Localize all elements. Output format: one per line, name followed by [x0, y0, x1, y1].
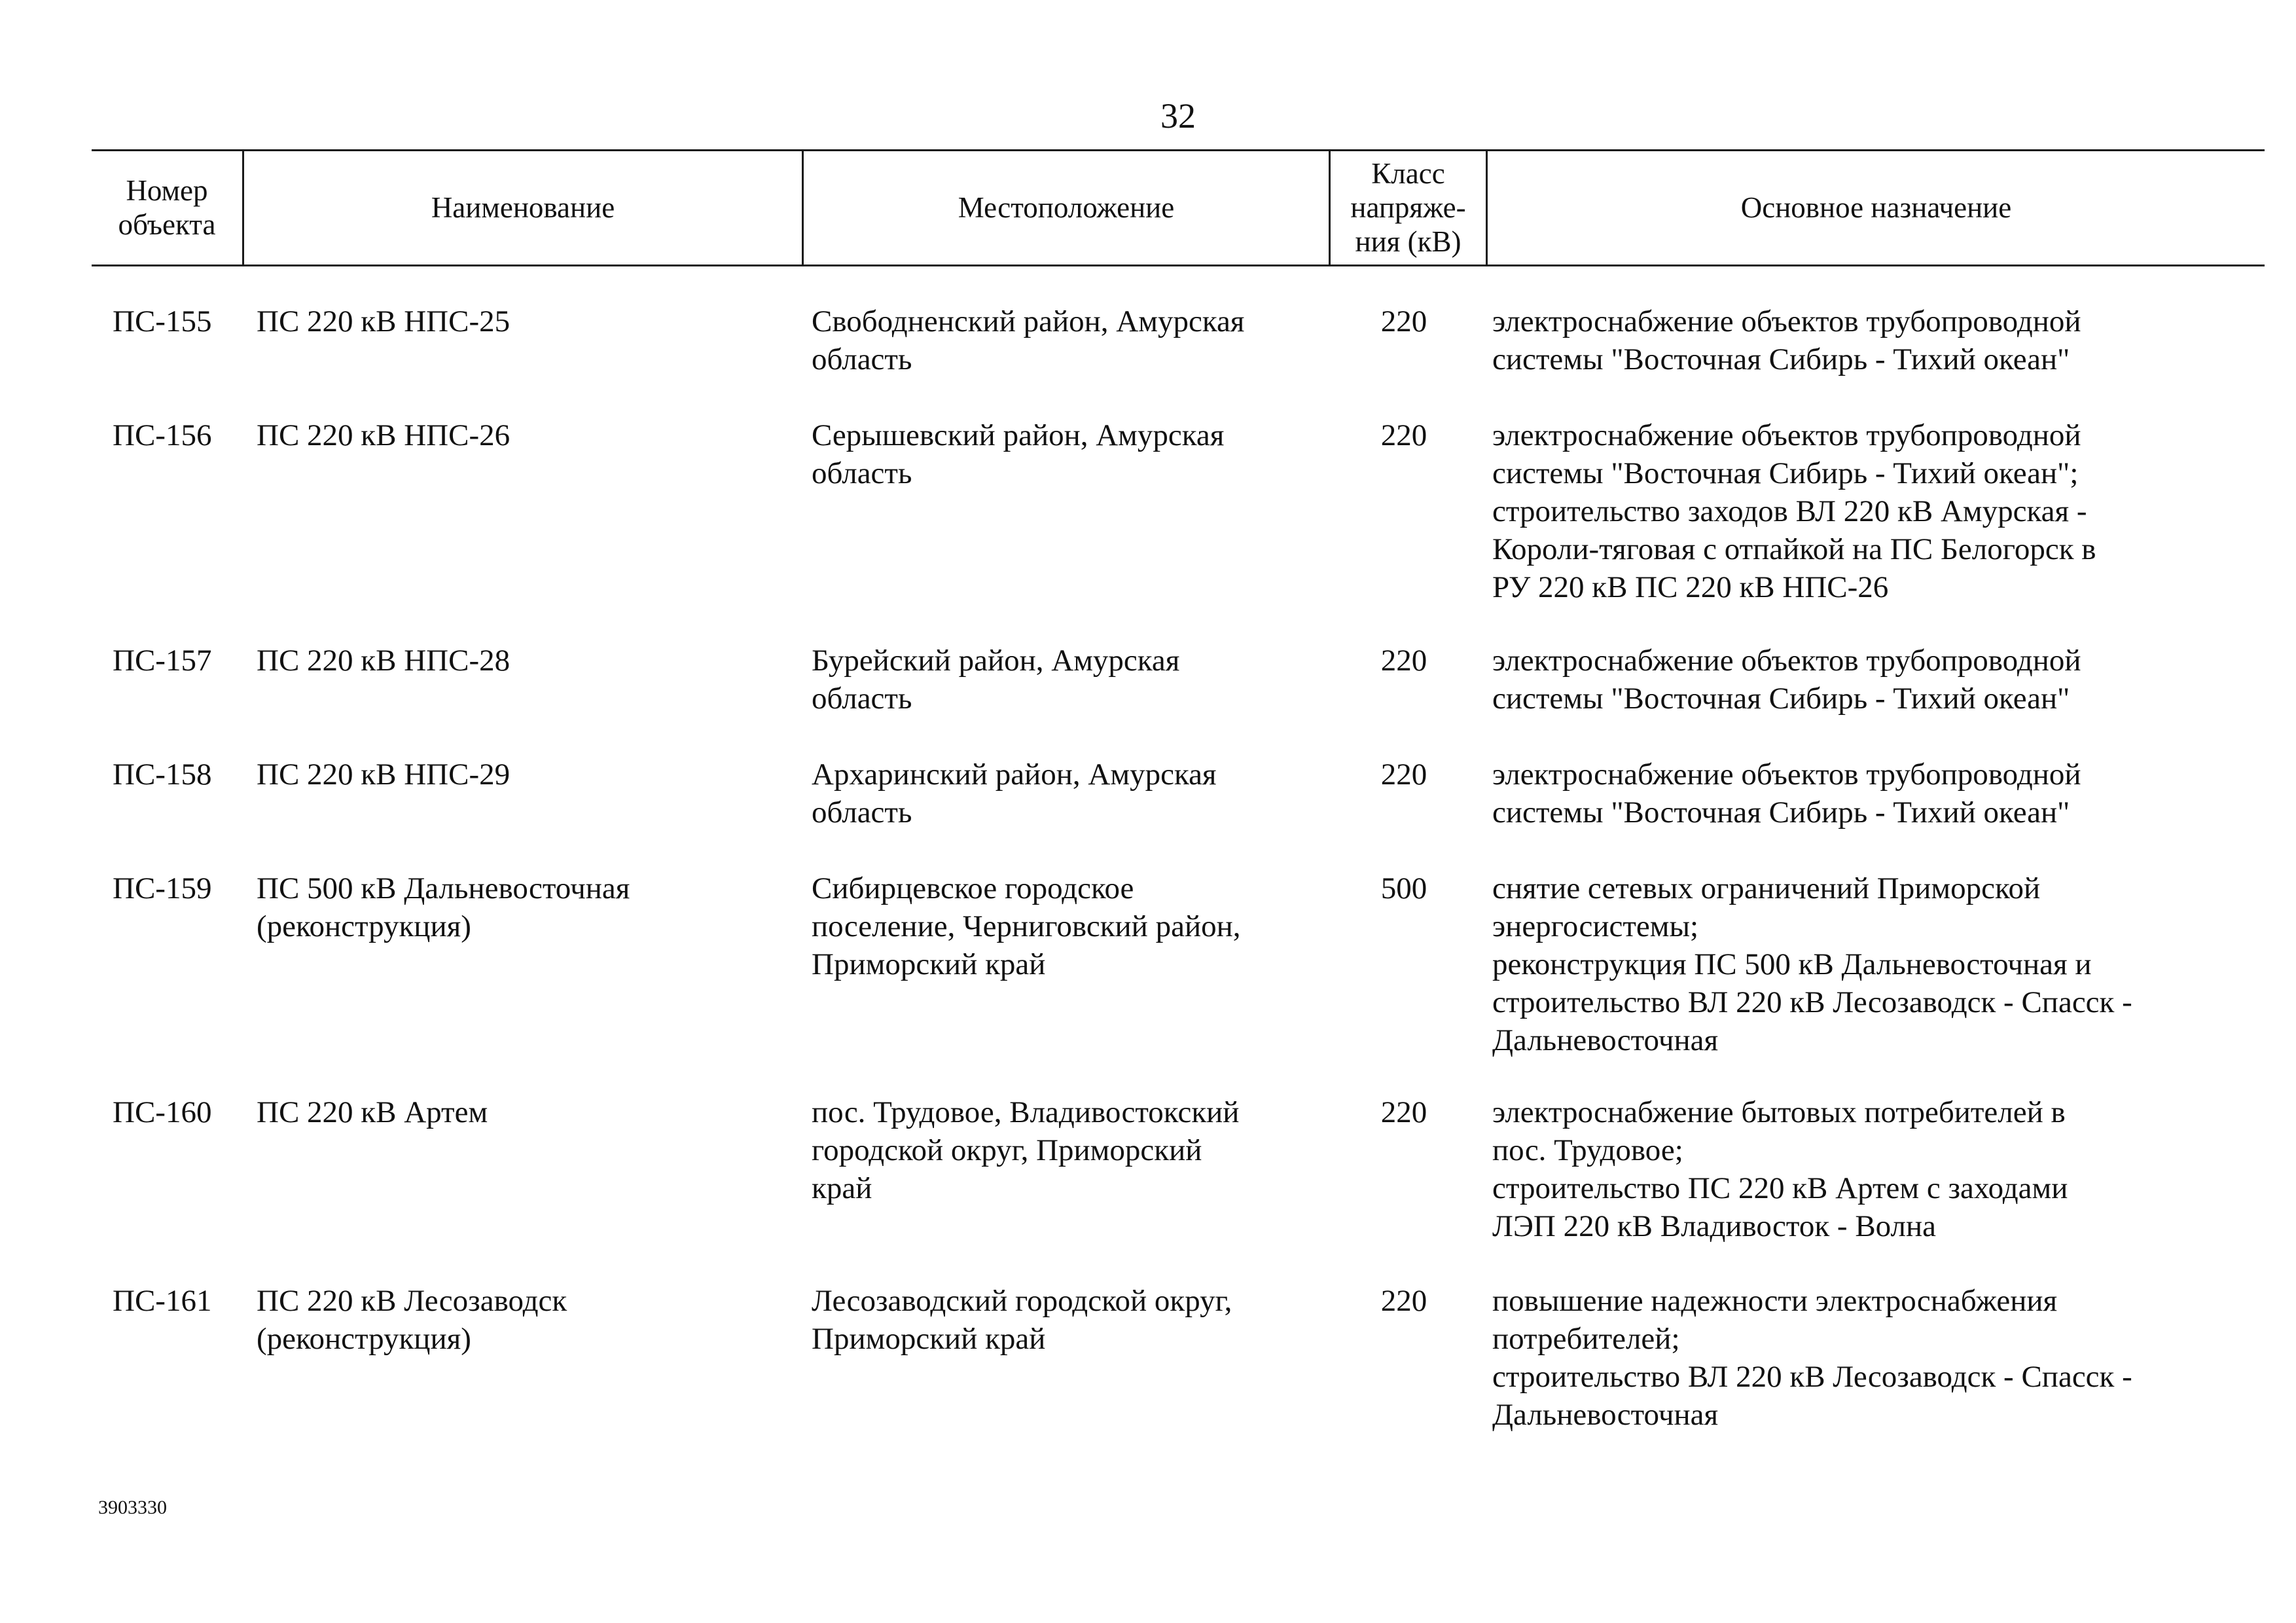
object-purpose: электроснабжение объектов трубопроводной системы "Восточная Сибирь - Тихий океан"; строительство заходов ВЛ 220 кВ Амурская - Короли-тяговая с отпайкой на ПС Белогорск в РУ 220 кВ ПС 220 кВ НПС-26	[1492, 418, 2096, 604]
header-purpose: Основное назначение	[1740, 191, 2012, 224]
object-purpose: электроснабжение объектов трубопроводной системы "Восточная Сибирь - Тихий океан"	[1492, 757, 2081, 830]
table-header-bottom-rule	[92, 264, 2265, 266]
object-purpose: снятие сетевых ограничений Приморской энергосистемы; реконструкция ПС 500 кВ Дальневосточная и строительство ВЛ 220 кВ Лесозаводск - Спасск - Дальневосточная	[1492, 871, 2132, 1057]
object-voltage: 220	[1380, 1095, 1427, 1129]
object-name: ПС 220 кВ НПС-29	[257, 757, 511, 792]
object-number: ПС-156	[113, 418, 212, 452]
header-number: Номер объекта	[118, 174, 216, 241]
object-number: ПС-157	[113, 644, 212, 678]
object-location: Архаринский район, Амурская область	[812, 757, 1217, 830]
object-voltage: 220	[1380, 1284, 1427, 1318]
header-location: Местоположение	[958, 191, 1175, 224]
document-code: 3903330	[98, 1497, 167, 1518]
object-number: ПС-159	[113, 871, 212, 905]
object-name: ПС 220 кВ Лесозаводск (реконструкция)	[257, 1284, 567, 1356]
object-voltage: 220	[1380, 644, 1427, 678]
object-voltage: 500	[1380, 871, 1427, 905]
object-number: ПС-160	[113, 1095, 212, 1129]
header-voltage: Класс напряже- ния (кВ)	[1350, 157, 1466, 258]
object-voltage: 220	[1380, 757, 1427, 792]
object-purpose: электроснабжение бытовых потребителей в пос. Трудовое; строительство ПС 220 кВ Артем с заходами ЛЭП 220 кВ Владивосток - Волна	[1492, 1095, 2068, 1243]
page-number: 32	[1160, 96, 1196, 136]
object-purpose: электроснабжение объектов трубопроводной системы "Восточная Сибирь - Тихий океан"	[1492, 644, 2081, 716]
object-name: ПС 220 кВ НПС-25	[257, 304, 511, 338]
object-name: ПС 220 кВ НПС-28	[257, 644, 511, 678]
object-location: пос. Трудовое, Владивостокский городской округ, Приморский край	[812, 1095, 1240, 1205]
object-location: Бурейский район, Амурская область	[812, 644, 1180, 716]
object-name: ПС 220 кВ Артем	[257, 1095, 488, 1129]
object-location: Лесозаводский городской округ, Приморский край	[812, 1284, 1232, 1356]
object-purpose: электроснабжение объектов трубопроводной системы "Восточная Сибирь - Тихий океан"	[1492, 304, 2081, 376]
object-number: ПС-155	[113, 304, 212, 338]
object-purpose: повышение надежности электроснабжения потребителей; строительство ВЛ 220 кВ Лесозаводск - Спасск - Дальневосточная	[1492, 1284, 2132, 1432]
object-name: ПС 500 кВ Дальневосточная (реконструкция)	[257, 871, 630, 943]
object-number: ПС-161	[113, 1284, 212, 1318]
object-location: Сибирцевское городское поселение, Черниговский район, Приморский край	[812, 871, 1241, 981]
header-name: Наименование	[431, 191, 615, 224]
object-voltage: 220	[1380, 418, 1427, 452]
object-location: Свободненский район, Амурская область	[812, 304, 1245, 376]
object-location: Серышевский район, Амурская область	[812, 418, 1225, 490]
object-voltage: 220	[1380, 304, 1427, 338]
object-name: ПС 220 кВ НПС-26	[257, 418, 511, 452]
object-number: ПС-158	[113, 757, 212, 792]
